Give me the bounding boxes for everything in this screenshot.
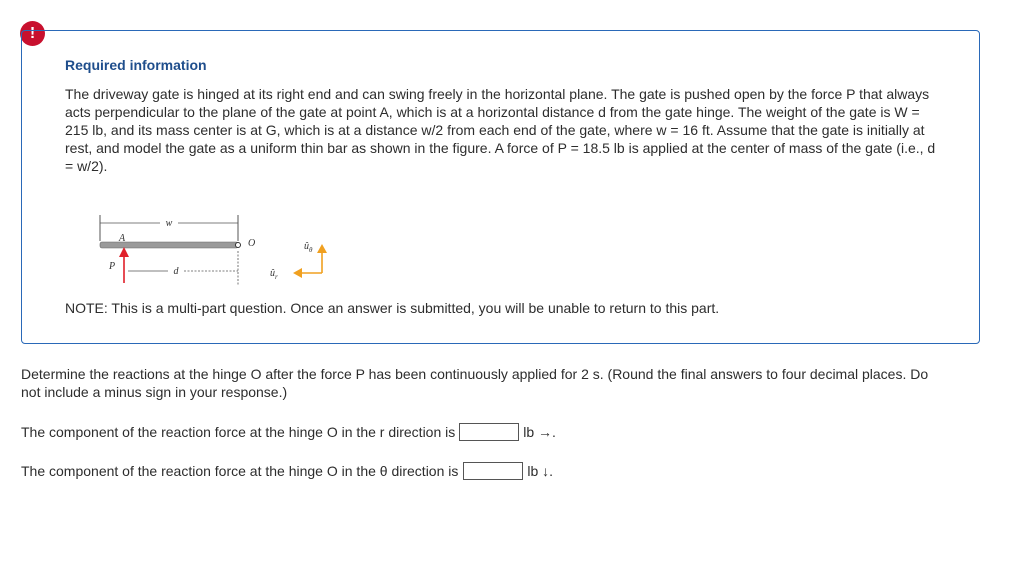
- required-information-panel: [21, 30, 980, 344]
- problem-statement: The driveway gate is hinged at its right end and can swing freely in the horizontal plane. The gate is pushed open by the force P that always acts perpendicular to the plane of the gate at point A, which is at a horizontal distance d from the gate hinge. The weight of the gate is W = 215 lb, and its mass center is at G, which is at a distance w/2 from each end of the gate, where w = 16 ft. Assume that the gate is initially at rest, and model the gate as a uniform thin bar as shown in the figure. A force of P = 18.5 lb is applied at the center of mass of the gate (i.e., d = w/2).: [65, 86, 936, 174]
- answer-prefix-r: The component of the reaction force at the hinge O in the r direction is: [21, 424, 456, 440]
- gate-figure: [72, 201, 342, 291]
- panel-heading: Required information: [65, 57, 207, 73]
- label-u-r: $û_r$: [270, 268, 278, 281]
- multi-part-note: NOTE: This is a multi-part question. Once an answer is submitted, you will be unable to return to this part.: [65, 300, 720, 316]
- dimension-d: [128, 251, 238, 285]
- reaction-r-input[interactable]: [459, 423, 519, 441]
- answer-unit-theta: lb ↓.: [527, 463, 554, 479]
- answer-row-r: [21, 422, 556, 442]
- label-p: P: [109, 261, 116, 272]
- hinge-o: [236, 243, 241, 248]
- unit-vectors: [270, 241, 327, 281]
- answer-prefix-theta: The component of the reaction force at the hinge O in the θ direction is: [21, 463, 459, 479]
- answer-row-theta: [21, 461, 553, 481]
- label-u-theta: $û_\theta$: [304, 241, 313, 254]
- answer-unit-r: lb →.: [523, 424, 556, 440]
- reaction-theta-input[interactable]: [463, 462, 523, 480]
- alert-icon: !: [20, 21, 45, 46]
- label-o: O: [248, 238, 256, 249]
- label-a: A: [119, 233, 126, 244]
- force-p-arrowhead: [119, 247, 129, 257]
- label-w: w: [165, 218, 173, 229]
- label-d: d: [173, 266, 179, 277]
- question-text: Determine the reactions at the hinge O after the force P has been continuously applied for 2 s. (Round the final answers to four decimal places. Do not include a minus sign in your response.): [21, 366, 929, 400]
